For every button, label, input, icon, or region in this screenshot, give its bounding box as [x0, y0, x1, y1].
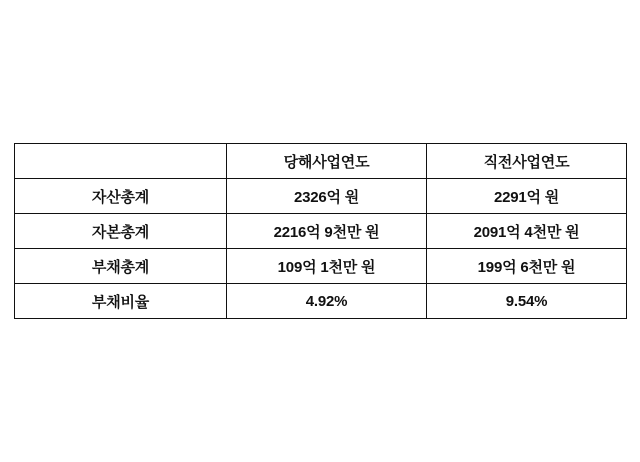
financial-summary-table [14, 143, 627, 319]
table-row [15, 249, 627, 284]
table-row [15, 214, 627, 249]
financial-table-container [14, 143, 626, 319]
cell-total-assets-previous: 2291억 원 [427, 179, 627, 214]
row-label-debt-ratio: 부채비율 [15, 284, 227, 319]
cell-debt-ratio-previous: 9.54% [427, 284, 627, 319]
table-row [15, 179, 627, 214]
row-label-total-assets: 자산총계 [15, 179, 227, 214]
cell-total-equity-previous: 2091억 4천만 원 [427, 214, 627, 249]
cell-total-liabilities-previous: 199억 6천만 원 [427, 249, 627, 284]
cell-total-liabilities-current: 109억 1천만 원 [227, 249, 427, 284]
table-corner-cell [15, 144, 227, 179]
cell-debt-ratio-current: 4.92% [227, 284, 427, 319]
row-label-total-liabilities: 부채총계 [15, 249, 227, 284]
table-row [15, 284, 627, 319]
table-header-row [15, 144, 627, 179]
cell-total-equity-current: 2216억 9천만 원 [227, 214, 427, 249]
column-header-previous-year: 직전사업연도 [427, 144, 627, 179]
column-header-current-year: 당해사업연도 [227, 144, 427, 179]
cell-total-assets-current: 2326억 원 [227, 179, 427, 214]
row-label-total-equity: 자본총계 [15, 214, 227, 249]
